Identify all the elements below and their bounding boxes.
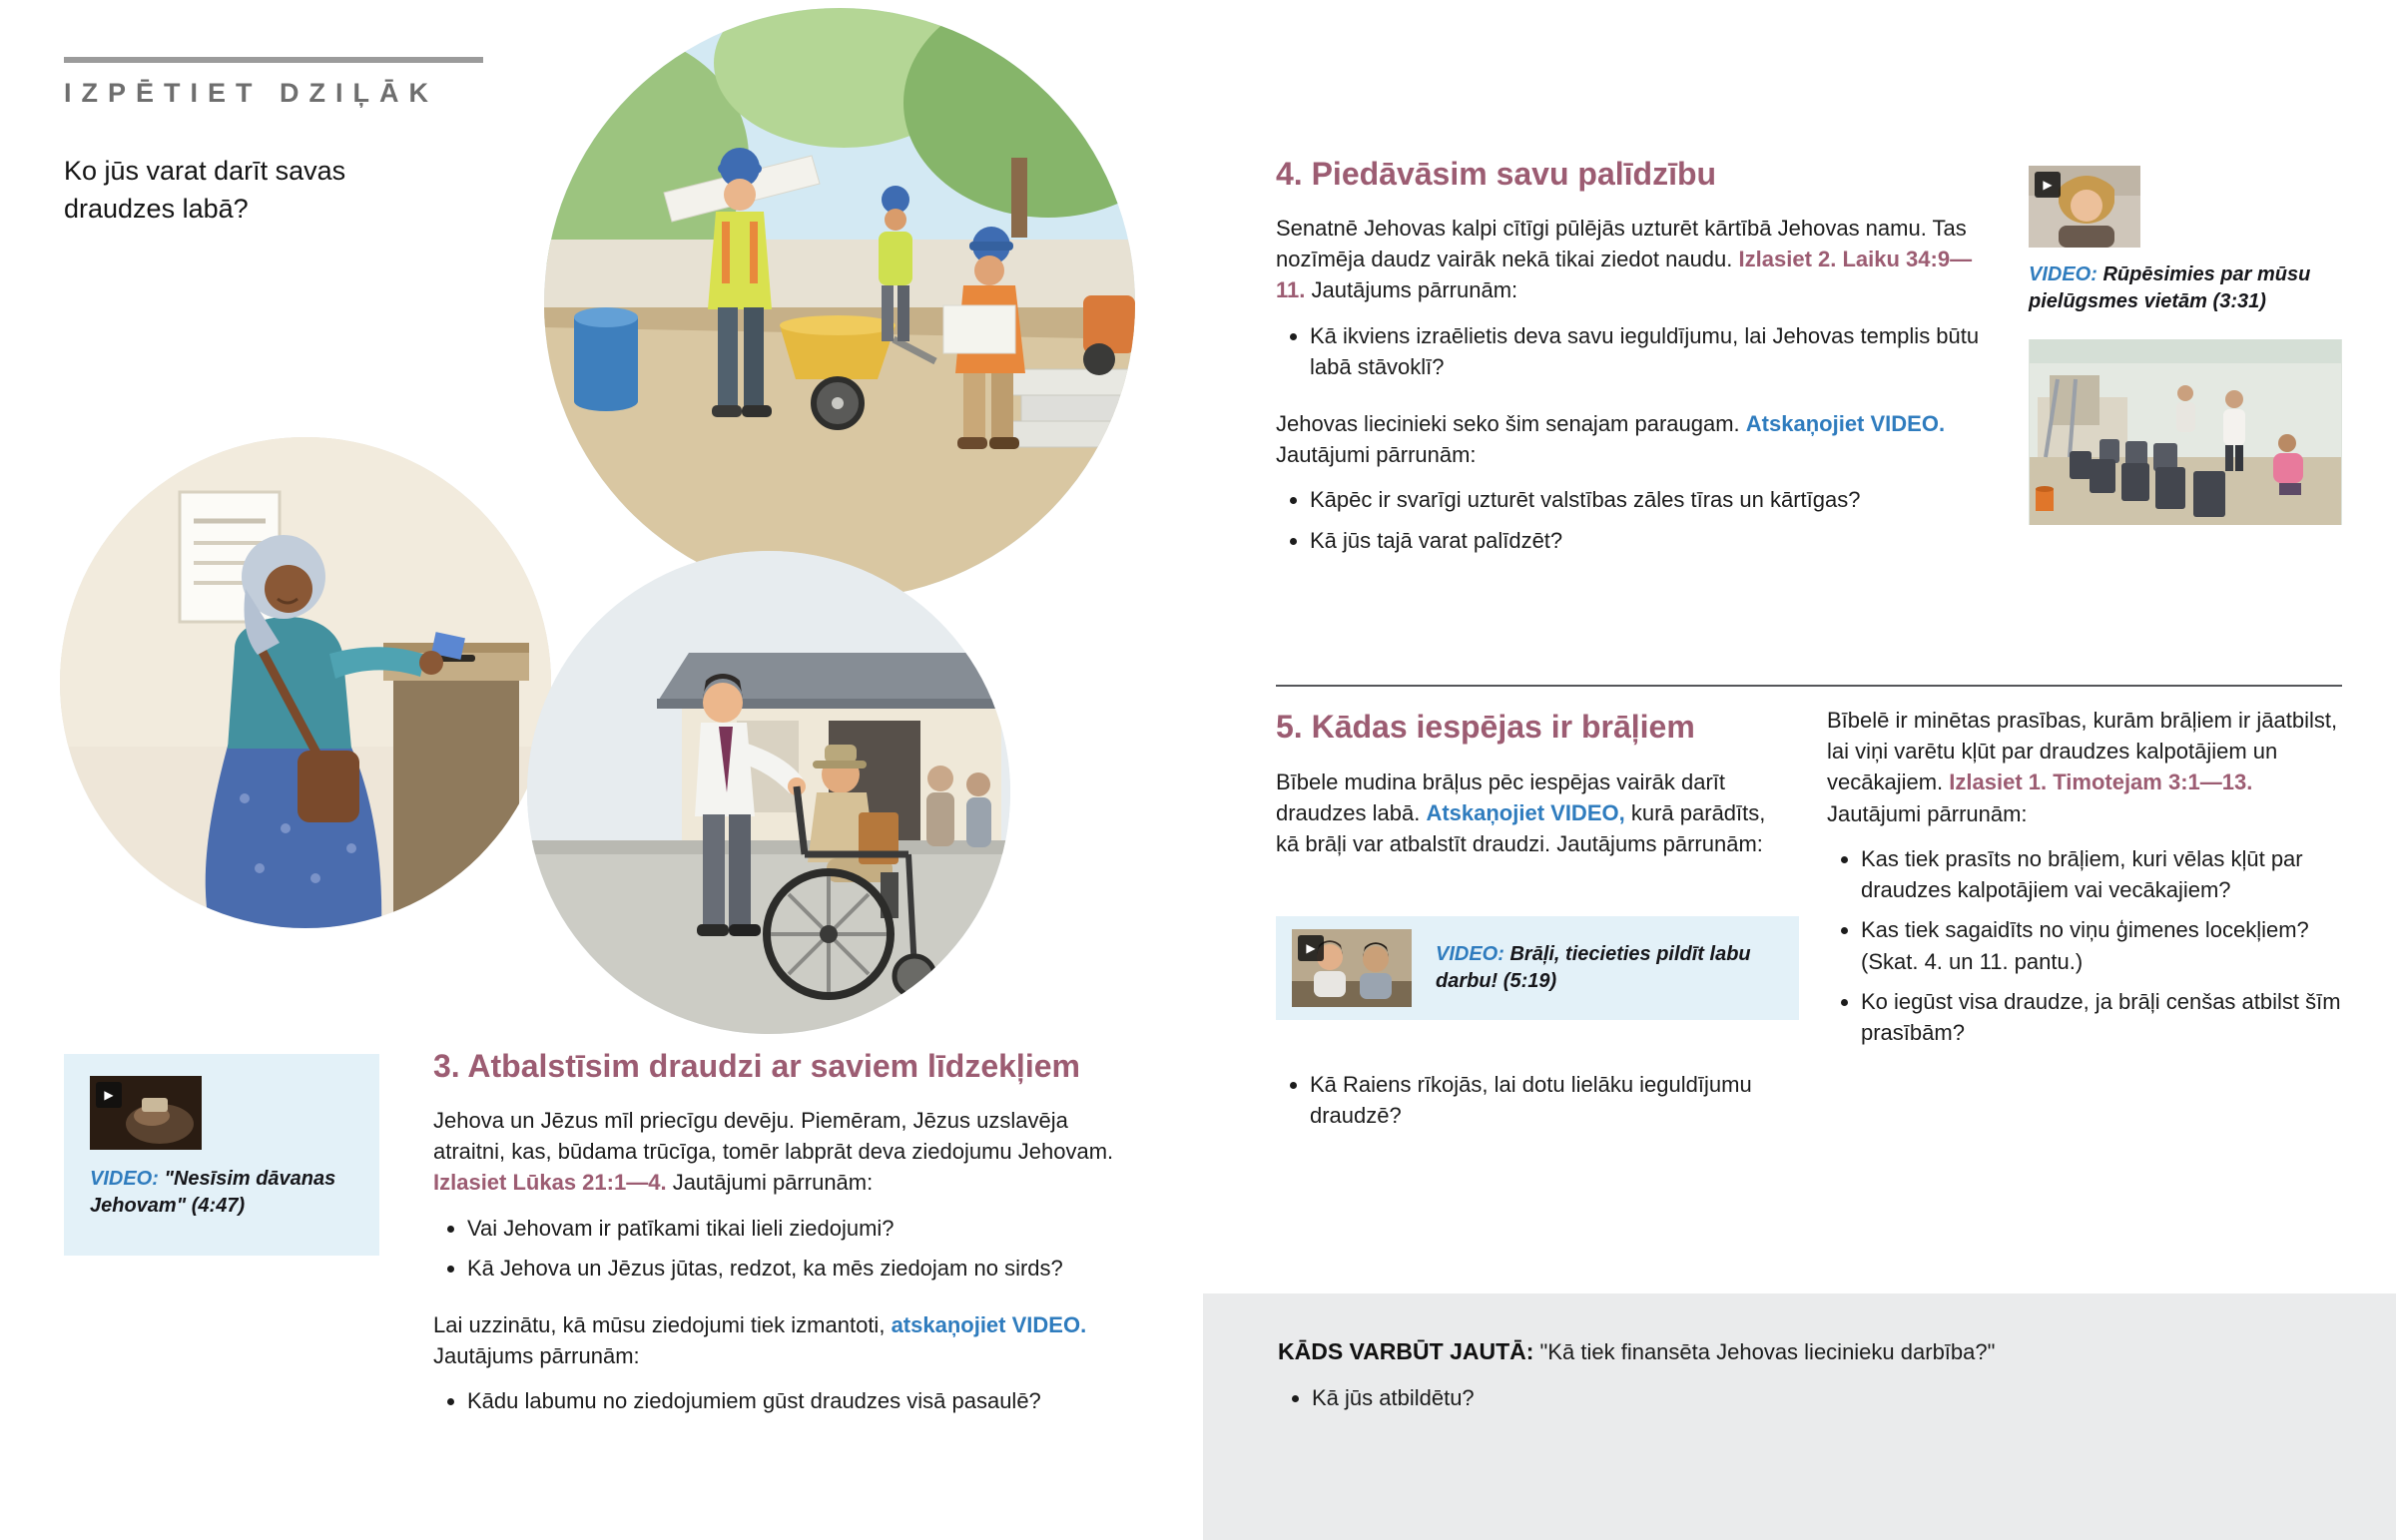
section-5-paragraph-1 (1276, 767, 1791, 860)
video-label: VIDEO: (2029, 263, 2097, 285)
donation-illustration-svg (60, 437, 551, 928)
video-card-brothers[interactable] (1276, 916, 1799, 1020)
section-5-questions-1 (1276, 1060, 1785, 1131)
construction-illustration (544, 8, 1135, 599)
section-5-paragraph-2 (1827, 705, 2344, 829)
section-5-left-column (1276, 767, 1791, 860)
section-3-questions-1 (433, 1213, 1138, 1283)
section-5-questions-2 (1827, 843, 2344, 1048)
paragraph-text: Jehova un Jēzus mīl priecīgu devēju. Piemēram, Jēzus uzslavēja atraitni, kas, būdama trūcīga, tomēr labprāt deva ziedojumu Jehovam. (433, 1107, 1114, 1165)
video-title: Brāļi, tiecieties pildīt labu darbu! (1436, 943, 1751, 992)
section-4-paragraph-1 (1276, 213, 1981, 306)
someone-may-ask-line (1278, 1335, 2336, 1368)
video-caption-maintenance[interactable] (2029, 261, 2328, 315)
paragraph-text: Jehovas liecinieki seko šim senajam paraugam. (1276, 410, 1740, 436)
wheelchair-illustration (527, 551, 1010, 1034)
video-caption-donations[interactable] (90, 1166, 355, 1220)
discussion-question: • Kā jūs tajā varat palīdzēt? (1310, 525, 1981, 556)
construction-illustration-svg (544, 8, 1135, 599)
video-caption-brothers[interactable] (1436, 941, 1765, 995)
someone-may-ask-lead: KĀDS VARBŪT JAUTĀ: (1278, 1338, 1534, 1364)
paragraph-text: Bībele mudina brāļus pēc iespējas vairāk darīt draudzes labā. (1276, 770, 1726, 826)
scripture-link-luke[interactable]: Izlasiet Lūkas 21:1—4. (433, 1170, 667, 1196)
paragraph-text: Jautājumi pārrunām: (1276, 442, 1477, 468)
video-title: "Nesīsim dāvanas Jehovam" (90, 1168, 336, 1217)
paragraph-text: Bībelē ir minētas prasības, kurām brāļiem ir jāatbilst, lai viņi varētu kļūt par draudzes kalpotājiem un vecākajiem. (1827, 708, 2338, 795)
video-card-donations[interactable] (64, 1054, 379, 1256)
video-thumbnail-brothers[interactable] (1292, 929, 1412, 1007)
section-divider (1276, 685, 2342, 687)
discussion-question: • Kāpēc ir svarīgi uzturēt valstības zāles tīras un kārtīgas? (1310, 484, 1981, 515)
kingdom-hall-cleaning-photo (2029, 339, 2342, 525)
section-3-paragraph-2 (433, 1309, 1138, 1371)
paragraph-text: Jautājumi pārrunām: (1827, 800, 2028, 826)
video-thumbnail-donations[interactable] (90, 1076, 202, 1150)
discussion-question: • Kā jūs atbildētu? (1312, 1382, 2336, 1413)
discussion-question: • Kā ikviens izraēlietis deva savu ieguldījumu, lai Jehovas templis būtu labā stāvoklī? (1310, 320, 1981, 382)
discussion-question: • Vai Jehovam ir patīkami tikai lieli ziedojumi? (467, 1213, 1138, 1244)
section-5-right-column (1827, 705, 2344, 1048)
paragraph-text: Jautājums pārrunām: (1311, 277, 1518, 303)
kicker-rule (64, 57, 483, 63)
play-icon: ▶ (96, 1082, 122, 1108)
video-title: Rūpēsimies par mūsu pielūgsmes vietām (2029, 263, 2311, 312)
play-icon: ▶ (1298, 935, 1324, 961)
scripture-link-chronicles[interactable]: Izlasiet 2. Laiku 34:9—11. (1276, 247, 1973, 303)
section-3 (433, 1048, 1138, 1417)
discussion-question: • Ko iegūst visa draudze, ja brāļi cenšas atbilst šīm prasībām? (1861, 986, 2344, 1048)
donation-illustration (60, 437, 551, 928)
video-link[interactable]: Atskaņojiet VIDEO, (1426, 800, 1625, 826)
someone-may-ask-question: "Kā tiek finansēta Jehovas liecinieku darbība?" (1539, 1339, 1996, 1364)
paragraph-text: Senatnē Jehovas kalpi cītīgi pūlējās uzturēt kārtībā Jehovas namu. Tas nozīmēja daudz vairāk nekā tikai ziedot naudu. (1276, 215, 1967, 272)
discussion-question: • Kā Jehova un Jēzus jūtas, redzot, ka mēs ziedojam no sirds? (467, 1253, 1138, 1283)
someone-may-ask-questions (1278, 1382, 2336, 1413)
discussion-question: • Kas tiek prasīts no brāļiem, kuri vēlas kļūt par draudzes kalpotājiem vai vecākajiem? (1861, 843, 2344, 905)
section-4-heading: 4. Piedāvāsim savu palīdzību (1276, 156, 1717, 192)
paragraph-text: kurā parādīts, kā brāļi var atbalstīt draudzi. Jautājums pārrunām: (1276, 800, 1766, 857)
discussion-question: • Kādu labumu no ziedojumiem gūst draudzes visā pasaulē? (467, 1385, 1138, 1416)
section-3-heading: 3. Atbalstīsim draudzi ar saviem līdzekļiem (433, 1048, 1080, 1084)
section-4-questions-2 (1276, 484, 1981, 555)
paragraph-text: Jautājums pārrunām: (433, 1343, 640, 1369)
section-3-questions-2 (433, 1385, 1138, 1416)
video-label: VIDEO: (90, 1168, 159, 1190)
video-duration: (3:31) (2212, 290, 2266, 312)
discussion-question: • Kā Raiens rīkojās, lai dotu lielāku ieguldījumu draudzē? (1310, 1069, 1785, 1131)
section-3-paragraph-1 (433, 1105, 1138, 1199)
video-duration: (5:19) (1502, 970, 1557, 992)
intro-question: Ko jūs varat darīt savas draudzes labā? (64, 156, 346, 225)
video-thumbnail-maintenance[interactable] (2029, 166, 2140, 248)
paragraph-text: Lai uzzinātu, kā mūsu ziedojumi tiek izmantoti, (433, 1311, 886, 1337)
scripture-link-timothy[interactable]: Izlasiet 1. Timotejam 3:1—13. (1949, 770, 2253, 795)
section-4-media (2029, 166, 2342, 525)
wheelchair-illustration-svg (527, 551, 1010, 1034)
play-icon: ▶ (2035, 172, 2061, 198)
section-4-paragraph-2 (1276, 408, 1981, 470)
video-label: VIDEO: (1436, 943, 1504, 965)
section-4-questions-1 (1276, 320, 1981, 382)
video-duration: (4:47) (191, 1195, 246, 1217)
kicker-heading: IZPĒTIET DZIĻĀK (64, 78, 438, 108)
kingdom-hall-cleaning-svg (2029, 339, 2342, 525)
discussion-question: • Kas tiek sagaidīts no viņu ģimenes locekļiem? (Skat. 4. un 11. pantu.) (1861, 914, 2344, 976)
paragraph-text: Jautājumi pārrunām: (672, 1170, 874, 1196)
video-link[interactable]: atskaņojiet VIDEO. (891, 1311, 1087, 1337)
someone-may-ask-box (1203, 1293, 2396, 1540)
video-link[interactable]: Atskaņojiet VIDEO. (1745, 410, 1946, 436)
section-5-heading: 5. Kādas iespējas ir brāļiem (1276, 709, 1695, 745)
section-4 (1276, 156, 1981, 556)
